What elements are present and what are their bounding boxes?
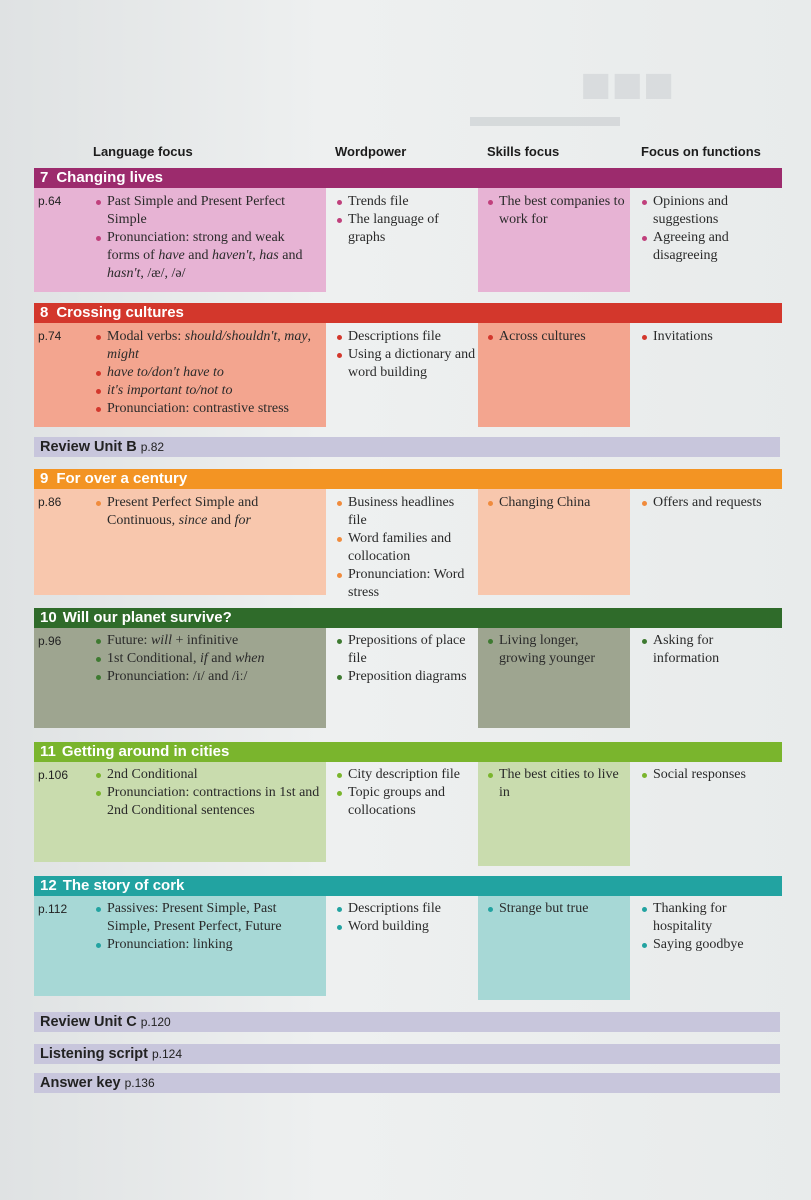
wordpower-item: Descriptions file	[336, 900, 476, 918]
unit-8-title-bar[interactable]	[34, 303, 782, 323]
review-title: Review Unit B	[40, 439, 137, 455]
header-wordpower: Wordpower	[335, 144, 407, 159]
unit-number: 7	[40, 169, 49, 186]
skills-item: Changing China	[487, 494, 627, 512]
function-item: Thanking for hospitality	[641, 900, 776, 936]
function-item: Opinions and suggestions	[641, 193, 776, 229]
unit-9-functions	[641, 494, 781, 512]
language-item: Future: will + infinitive	[95, 632, 323, 650]
function-item: Offers and requests	[641, 494, 781, 512]
function-item: Invitations	[641, 328, 776, 346]
unit-9-skills-focus	[487, 494, 627, 512]
unit-number: 10	[40, 609, 57, 626]
wordpower-item: Descriptions file	[336, 328, 476, 346]
unit-12-language-focus	[95, 900, 323, 954]
column-headers	[0, 144, 811, 164]
unit-10-page-ref: p.96	[38, 634, 62, 648]
unit-10-language-focus	[95, 632, 323, 686]
wordpower-item: Pronunciation: Word stress	[336, 566, 476, 602]
language-item: Present Perfect Simple and Continuous, since and for	[95, 494, 317, 530]
show-through-decoration: ▬▬▬▬▬	[470, 100, 620, 133]
language-item: Pronunciation: contrastive stress	[95, 400, 317, 418]
skills-item: Across cultures	[487, 328, 627, 346]
unit-10-skills-focus	[487, 632, 627, 668]
listening-script-bar[interactable]	[34, 1044, 780, 1064]
language-item: Pronunciation: contractions in 1st and 2nd Conditional sentences	[95, 784, 323, 820]
unit-11-language-focus	[95, 766, 323, 820]
unit-11-title-bar[interactable]	[34, 742, 782, 762]
header-language-focus: Language focus	[93, 144, 193, 159]
wordpower-item: The language of graphs	[336, 211, 476, 247]
language-item: Pronunciation: linking	[95, 936, 323, 954]
language-item: have to/don't have to	[95, 364, 317, 382]
unit-7-functions	[641, 193, 776, 265]
wordpower-item: City description file	[336, 766, 476, 784]
review-page-ref: p.136	[124, 1076, 155, 1090]
skills-item: Living longer, growing younger	[487, 632, 627, 668]
unit-7-wordpower	[336, 193, 476, 247]
unit-8-wordpower	[336, 328, 476, 382]
unit-number: 11	[40, 743, 56, 760]
unit-title: For over a century	[56, 470, 188, 487]
unit-10-wordpower	[336, 632, 476, 686]
unit-8-skills-focus	[487, 328, 627, 346]
unit-7-title-bar[interactable]	[34, 168, 782, 188]
unit-10-functions	[641, 632, 776, 668]
wordpower-item: Prepositions of place file	[336, 632, 476, 668]
header-focus-on-functions: Focus on functions	[641, 144, 761, 159]
review-unit-b-bar[interactable]	[34, 437, 780, 457]
skills-item: The best cities to live in	[487, 766, 627, 802]
wordpower-item: Trends file	[336, 193, 476, 211]
unit-8-page-ref: p.74	[38, 329, 62, 343]
skills-item: Strange but true	[487, 900, 627, 918]
unit-8-language-focus	[95, 328, 317, 418]
header-skills-focus: Skills focus	[487, 144, 560, 159]
unit-7-skills-focus	[487, 193, 627, 229]
language-item: Past Simple and Present Perfect Simple	[95, 193, 317, 229]
unit-9-language-focus	[95, 494, 317, 530]
unit-9-wordpower	[336, 494, 476, 602]
wordpower-item: Preposition diagrams	[336, 668, 476, 686]
wordpower-item: Word building	[336, 918, 476, 936]
review-unit-c-bar[interactable]	[34, 1012, 780, 1032]
unit-number: 8	[40, 304, 49, 321]
wordpower-item: Topic groups and collocations	[336, 784, 476, 820]
function-item: Social responses	[641, 766, 781, 784]
language-item: Pronunciation: strong and weak forms of have and haven't, has and hasn't, /æ/, /ə/	[95, 229, 317, 283]
wordpower-item: Using a dictionary and word building	[336, 346, 476, 382]
unit-title: Getting around in cities	[61, 743, 230, 760]
review-title: Answer key	[40, 1075, 121, 1091]
review-title: Listening script	[40, 1046, 148, 1062]
language-item: Passives: Present Simple, Past Simple, Present Perfect, Future	[95, 900, 323, 936]
unit-9-page-ref: p.86	[38, 495, 62, 509]
unit-12-wordpower	[336, 900, 476, 936]
unit-7-language-focus	[95, 193, 317, 283]
review-page-ref: p.120	[140, 1015, 171, 1029]
wordpower-item: Word families and collocation	[336, 530, 476, 566]
unit-10-title-bar[interactable]	[34, 608, 782, 628]
review-title: Review Unit C	[40, 1014, 137, 1030]
unit-title: Will our planet survive?	[62, 609, 232, 626]
unit-11-skills-focus	[487, 766, 627, 802]
unit-title: The story of cork	[62, 877, 185, 894]
wordpower-item: Business headlines file	[336, 494, 476, 530]
unit-12-functions	[641, 900, 776, 954]
unit-number: 9	[40, 470, 49, 487]
language-item: 1st Conditional, if and when	[95, 650, 323, 668]
unit-title: Crossing cultures	[56, 304, 184, 321]
unit-11-functions	[641, 766, 781, 784]
review-page-ref: p.82	[140, 440, 165, 454]
language-item: Pronunciation: /ɪ/ and /iː/	[95, 668, 323, 686]
show-through-decoration-2: ■■■	[580, 56, 675, 114]
unit-12-skills-focus	[487, 900, 627, 918]
unit-11-page-ref: p.106	[38, 768, 69, 782]
language-item: 2nd Conditional	[95, 766, 323, 784]
function-item: Asking for information	[641, 632, 776, 668]
unit-11-wordpower	[336, 766, 476, 820]
answer-key-bar[interactable]	[34, 1073, 780, 1093]
language-item: it's important to/not to	[95, 382, 317, 400]
skills-item: The best companies to work for	[487, 193, 627, 229]
unit-title: Changing lives	[56, 169, 164, 186]
review-page-ref: p.124	[151, 1047, 182, 1061]
function-item: Saying goodbye	[641, 936, 776, 954]
language-item: Modal verbs: should/shouldn't, may, might	[95, 328, 317, 364]
unit-12-title-bar[interactable]	[34, 876, 782, 896]
unit-8-functions	[641, 328, 776, 346]
unit-number: 12	[40, 877, 57, 894]
unit-7-page-ref: p.64	[38, 194, 62, 208]
unit-12-page-ref: p.112	[38, 902, 68, 916]
unit-9-title-bar[interactable]	[34, 469, 782, 489]
function-item: Agreeing and disagreeing	[641, 229, 776, 265]
